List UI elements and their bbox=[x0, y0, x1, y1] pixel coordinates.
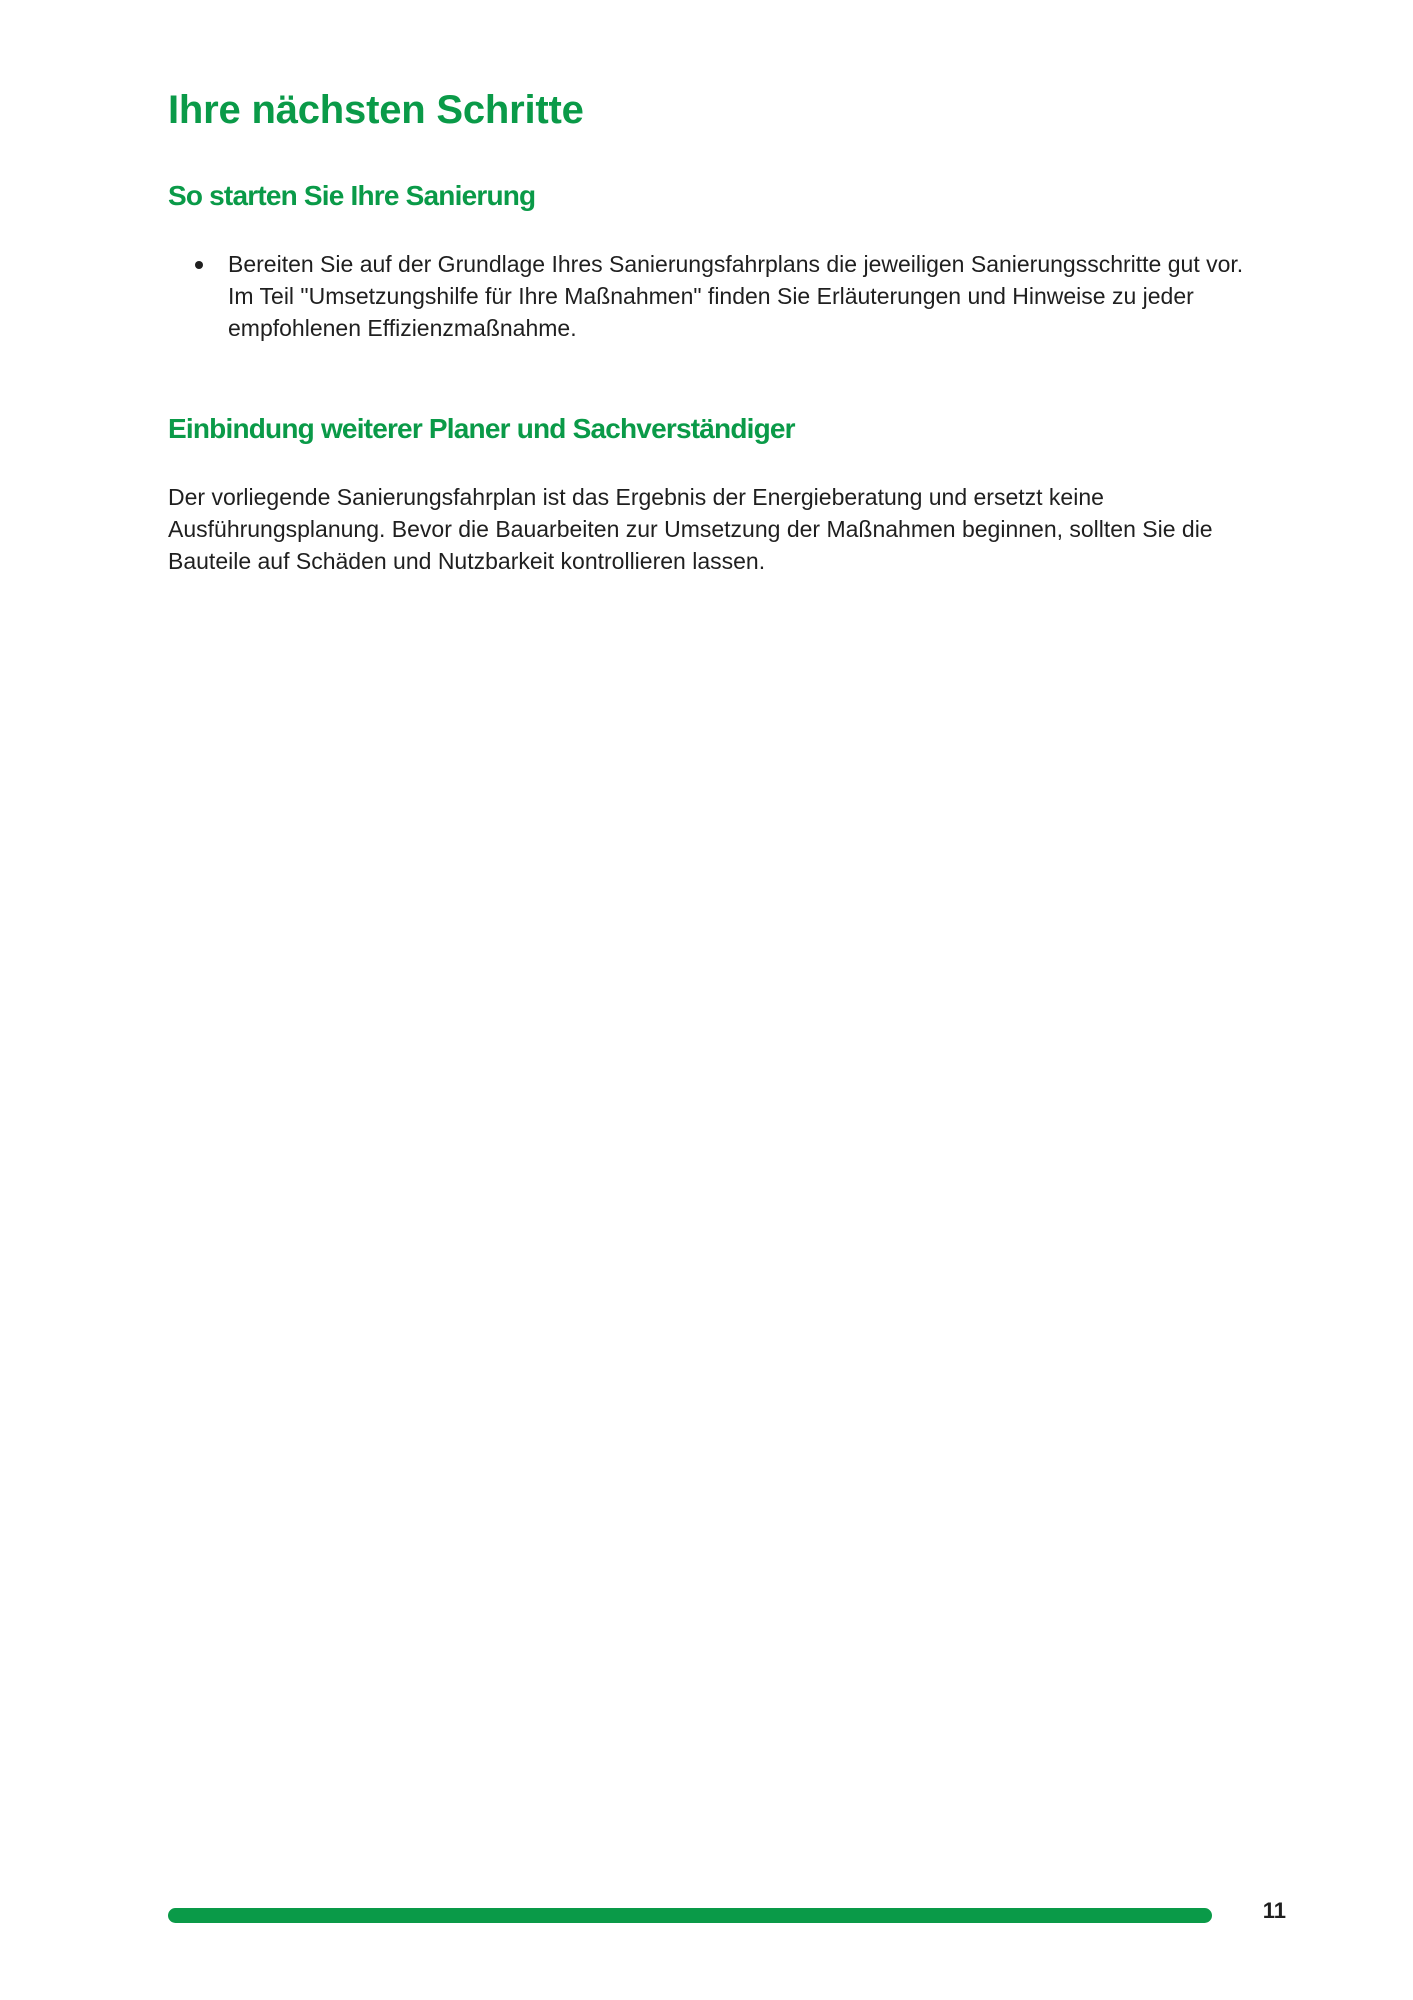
bullet-list bbox=[168, 248, 1288, 344]
section-heading-start-renovation: So starten Sie Ihre Sanierung bbox=[168, 180, 536, 211]
bullet-text: Bereiten Sie auf der Grundlage Ihres Sanierungsfahrplans die jeweiligen Sanierungsschritte gut vor. Im Teil "Umsetzungshilfe für Ihre Maßnahmen" finden Sie Erläuterungen und Hinweise zu jeder empfohlenen Effizienzmaßnahme. bbox=[228, 251, 1244, 341]
bullet-icon bbox=[195, 261, 203, 269]
footer-divider-bar bbox=[168, 1908, 1212, 1923]
list-item bbox=[168, 248, 1268, 344]
section-heading-planners-experts: Einbindung weiterer Planer und Sachverständiger bbox=[168, 413, 795, 444]
section-paragraph: Der vorliegende Sanierungsfahrplan ist das Ergebnis der Energieberatung und ersetzt keine Ausführungsplanung. Bevor die Bauarbeiten zur Umsetzung der Maßnahmen beginnen, sollten Sie die Bauteile auf Schäden und Nutzbarkeit kontrollieren lassen. bbox=[168, 484, 1213, 574]
page-title: Ihre nächsten Schritte bbox=[168, 88, 584, 132]
page-number: 11 bbox=[1262, 1898, 1286, 1923]
